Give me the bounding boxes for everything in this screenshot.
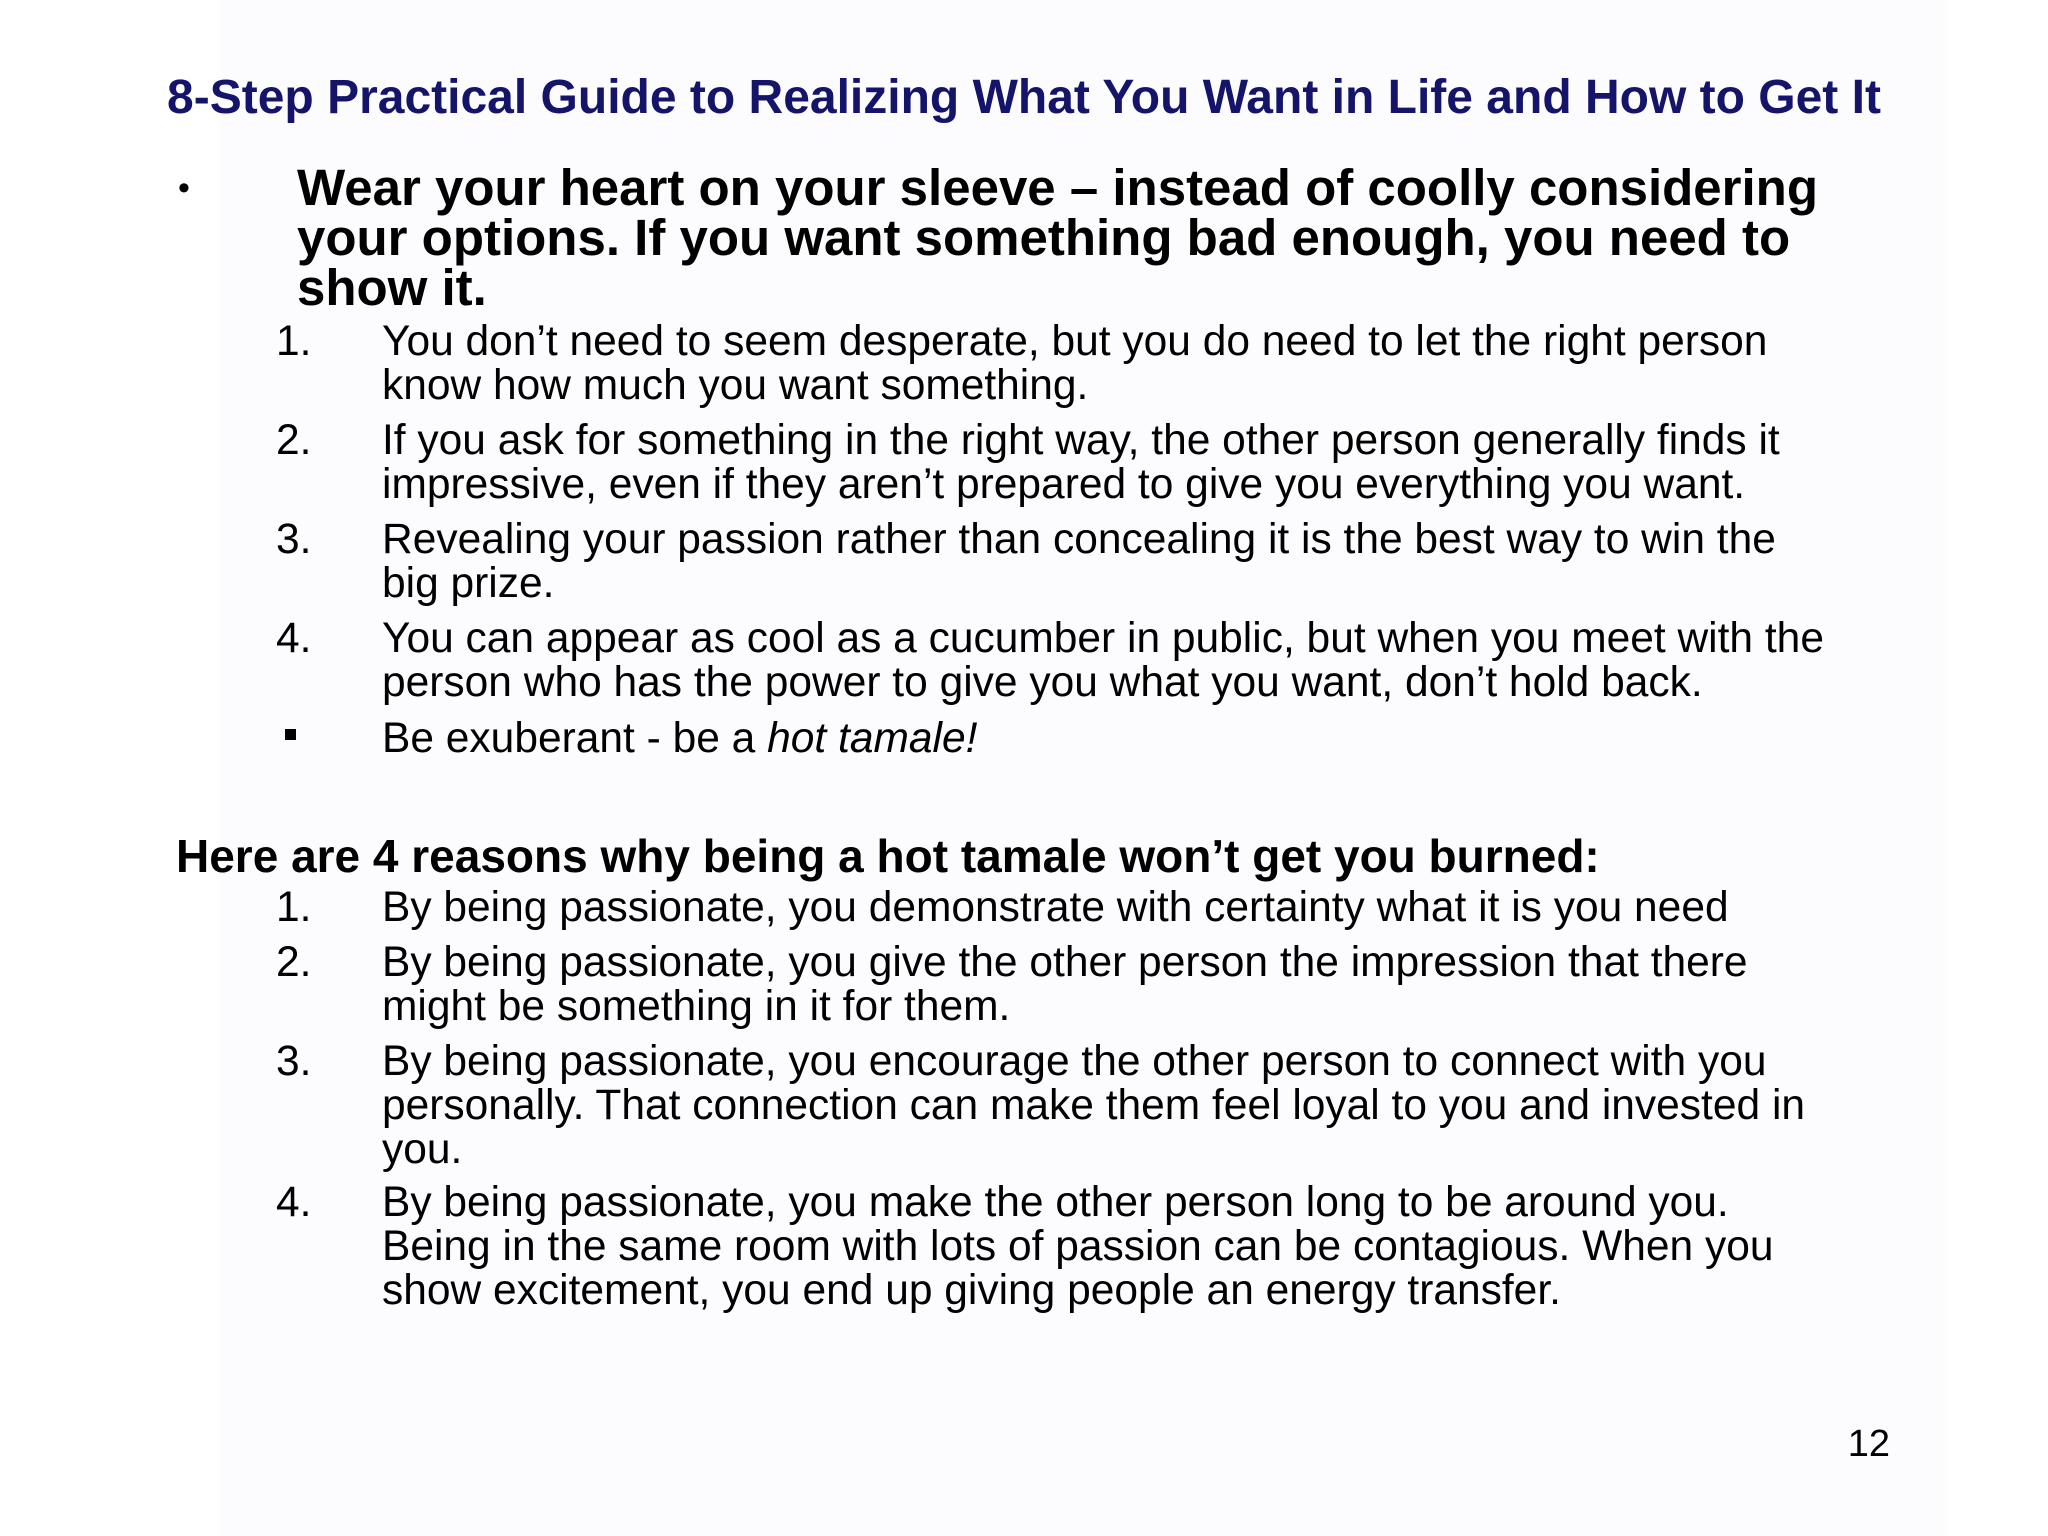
- list-item: [276, 320, 1976, 408]
- list-number: 1.: [276, 318, 312, 365]
- list-item: [276, 419, 1976, 507]
- list-item-line: By being passionate, you encourage the other person to connect with you: [382, 1038, 1767, 1085]
- list-item-line: If you ask for something in the right way, the other person generally finds it: [382, 417, 1780, 464]
- section-heading: Here are 4 reasons why being a hot tamale won’t get you burned:: [176, 830, 1600, 882]
- list-item-line: big prize.: [382, 560, 555, 607]
- main-bullet-line: your options. If you want something bad enough, you need to: [297, 209, 1791, 266]
- sub-bullet-emphasis: hot tamale!: [767, 715, 978, 762]
- page-number: 12: [1847, 1423, 1890, 1465]
- list-item: [276, 518, 1976, 606]
- slide-title: 8-Step Practical Guide to Realizing What You Want in Life and How to Get It: [167, 71, 1881, 124]
- list-item-line: person who has the power to give you what you want, don’t hold back.: [382, 659, 1703, 706]
- list-item-line: By being passionate, you make the other person long to be around you.: [382, 1179, 1729, 1226]
- main-bullet-text: [297, 159, 1937, 316]
- list-number: 3.: [276, 1038, 312, 1085]
- list-item: [276, 1040, 1976, 1172]
- numbered-list-reasons: [276, 886, 1976, 1313]
- square-bullet-icon: [276, 717, 296, 761]
- list-item-line: You can appear as cool as a cucumber in public, but when you meet with the: [382, 615, 1824, 662]
- list-number: 1.: [276, 884, 312, 931]
- list-item-line: you.: [382, 1126, 463, 1173]
- list-item-line: impressive, even if they aren’t prepared to give you everything you want.: [382, 461, 1746, 508]
- list-item: [276, 1181, 1976, 1313]
- list-number: 3.: [276, 516, 312, 563]
- list-item-line: know how much you want something.: [382, 362, 1089, 409]
- list-number: 4.: [276, 1179, 312, 1226]
- sub-bullet-text: Be exuberant - be a: [382, 715, 768, 762]
- list-item-line: You don’t need to seem desperate, but you do need to let the right person: [382, 318, 1768, 365]
- list-item-line: might be something in it for them.: [382, 983, 1011, 1030]
- bullet-dot-icon: •: [178, 169, 190, 207]
- list-item-line: show excitement, you end up giving people an energy transfer.: [382, 1267, 1561, 1314]
- list-item-line: Being in the same room with lots of passion can be contagious. When you: [382, 1223, 1774, 1270]
- list-item-line: personally. That connection can make them feel loyal to you and invested in: [382, 1082, 1806, 1129]
- sub-bullet-item: [276, 717, 1976, 761]
- list-item-line: By being passionate, you give the other person the impression that there: [382, 939, 1748, 986]
- list-number: 2.: [276, 939, 312, 986]
- main-bullet-line: Wear your heart on your sleeve – instead of coolly considering: [297, 159, 1818, 216]
- list-number: 4.: [276, 615, 312, 662]
- list-item: [276, 617, 1976, 705]
- list-number: 2.: [276, 417, 312, 464]
- main-bullet-line: show it.: [297, 259, 487, 316]
- list-item-line: Revealing your passion rather than concealing it is the best way to win the: [382, 516, 1776, 563]
- list-item: [276, 941, 1976, 1029]
- list-item: [276, 886, 1976, 930]
- numbered-list-wear-your-heart: [276, 320, 1976, 761]
- list-item-line: By being passionate, you demonstrate with certainty what it is you need: [382, 884, 1729, 931]
